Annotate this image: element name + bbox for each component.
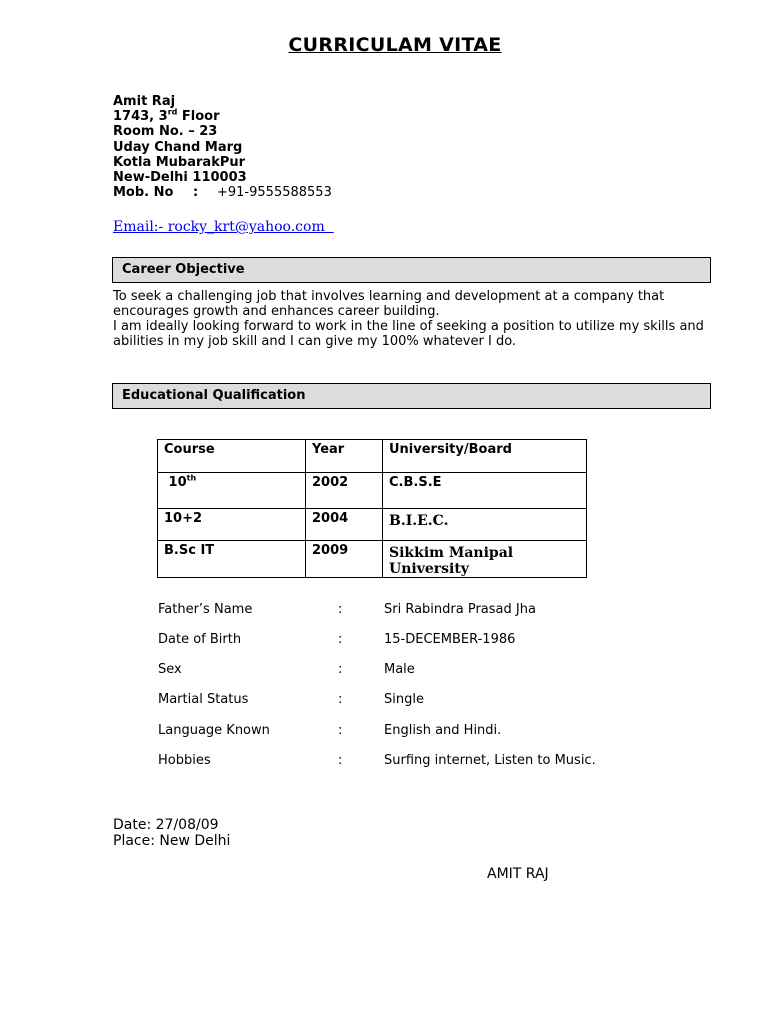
table-header-cell: Year [306, 440, 383, 473]
detail-value: 15-DECEMBER-1986 [384, 632, 516, 647]
year-cell: 2004 [306, 509, 383, 541]
detail-colon: : [338, 753, 343, 768]
address-line: 1743, 3rd Floor [113, 107, 220, 125]
career-objective-heading: Career Objective [112, 257, 711, 283]
document-title: CURRICULAM VITAE [288, 34, 502, 56]
date-line: Date: 27/08/09 [113, 817, 219, 833]
board-cell: B.I.E.C. [383, 509, 587, 541]
course-cell: 10th [158, 473, 306, 509]
address-line: Room No. – 23 [113, 124, 218, 140]
signature-name: AMIT RAJ [487, 866, 549, 882]
table-header-cell: University/Board [383, 440, 587, 473]
detail-label: Language Known [158, 723, 270, 738]
detail-label: Father’s Name [158, 602, 253, 617]
board-cell: C.B.S.E [383, 473, 587, 509]
table-header-cell: Course [158, 440, 306, 473]
email-link[interactable]: Email:- rocky_krt@yahoo.com [113, 219, 334, 235]
mobile-line [113, 185, 332, 200]
address-line: New-Delhi 110003 [113, 170, 247, 186]
year-cell: 2002 [306, 473, 383, 509]
board-cell: Sikkim Manipal University [383, 541, 587, 578]
table-row [158, 509, 587, 541]
education-heading: Educational Qualification [112, 383, 711, 409]
contact-block [113, 94, 332, 200]
detail-label: Martial Status [158, 692, 249, 707]
detail-label: Sex [158, 662, 182, 677]
detail-colon: : [338, 692, 343, 707]
table-row [158, 541, 587, 578]
table-row [158, 473, 587, 509]
detail-label: Hobbies [158, 753, 211, 768]
career-objective-text [113, 289, 713, 349]
detail-colon: : [338, 632, 343, 647]
course-cell: 10+2 [158, 509, 306, 541]
applicant-name: Amit Raj [113, 94, 176, 109]
detail-label: Date of Birth [158, 632, 242, 647]
table-header-row [158, 440, 587, 473]
year-cell: 2009 [306, 541, 383, 578]
place-line: Place: New Delhi [113, 833, 231, 849]
mobile-label: Mob. No [113, 185, 174, 201]
detail-colon: : [338, 723, 343, 738]
detail-value: Single [384, 692, 424, 707]
mobile-number: +91-9555588553 [217, 185, 332, 201]
course-cell: B.Sc IT [158, 541, 306, 578]
detail-value: Sri Rabindra Prasad Jha [384, 602, 536, 617]
address-line: Kotla MubarakPur [113, 154, 246, 170]
detail-value: Male [384, 662, 415, 677]
detail-value: Surfing internet, Listen to Music. [384, 753, 596, 768]
mobile-colon: : [193, 185, 199, 201]
address-line: Uday Chand Marg [113, 139, 243, 155]
education-table [157, 439, 587, 578]
detail-value: English and Hindi. [384, 723, 502, 738]
detail-colon: : [338, 602, 343, 617]
detail-colon: : [338, 662, 343, 677]
objective-paragraph: I am ideally looking forward to work in the line of seeking a position to utilize my skills and abilities in my job skill and I can give my 100% whatever I do. [113, 319, 704, 349]
date-place-block [113, 817, 230, 849]
objective-paragraph: To seek a challenging job that involves learning and development at a company that encourages growth and enhances career building. [113, 289, 665, 319]
